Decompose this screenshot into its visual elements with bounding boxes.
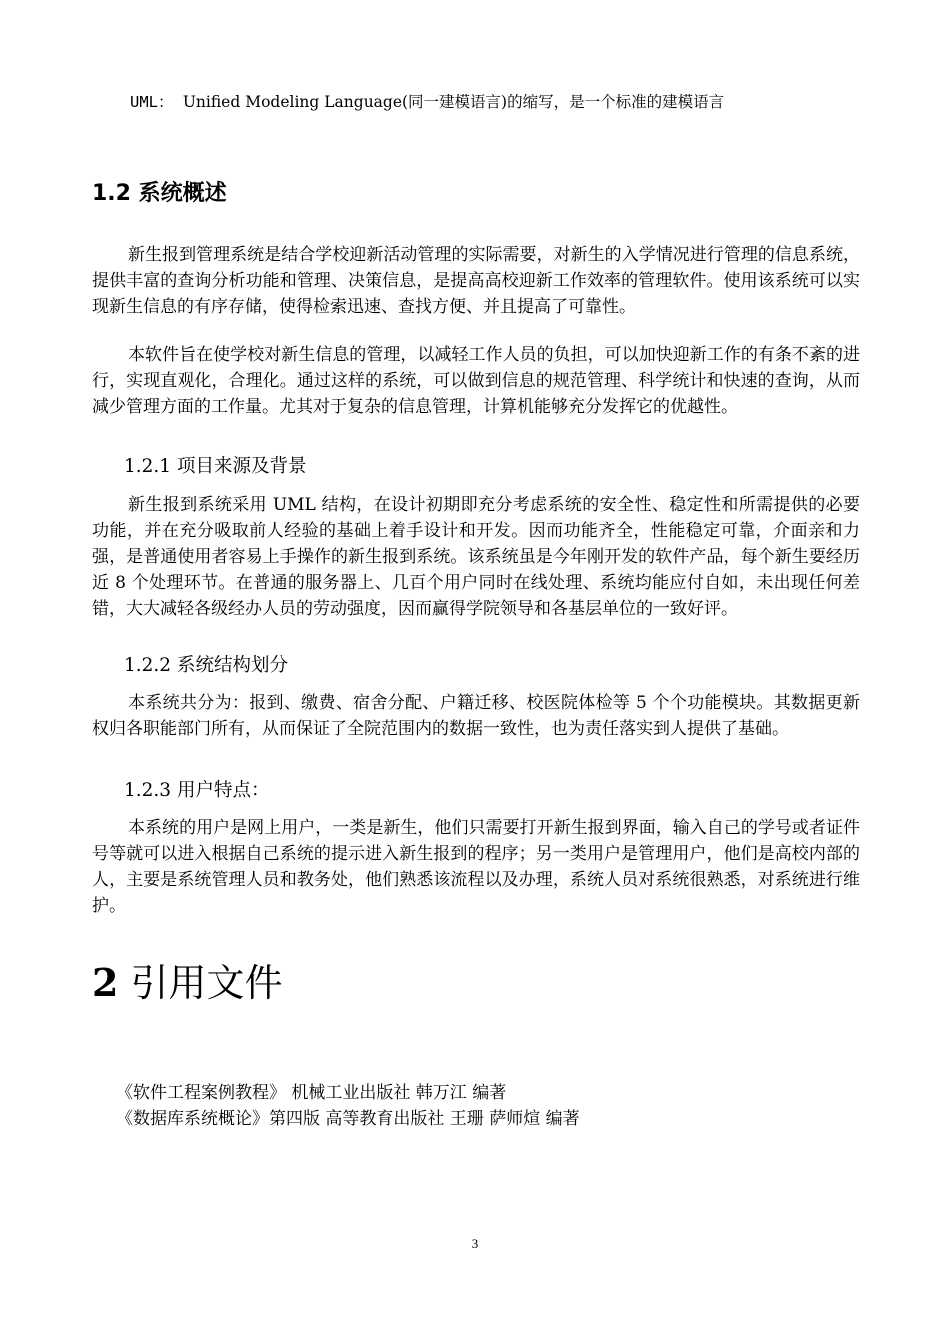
section-1-2-1-heading: 1.2.1 项目来源及背景 [124, 456, 307, 477]
uml-abbr: UML： [130, 93, 174, 111]
section-1-2-heading [92, 176, 227, 207]
section-2-number: 2 [92, 960, 119, 1005]
section-1-2-1-paragraph: 新生报到系统采用 UML 结构，在设计初期即充分考虑系统的安全性、稳定性和所需提供的必要功能，并在充分吸取前人经验的基础上着手设计和开发。因而功能齐全，性能稳定可靠，介面亲和力强，是普通使用者容易上手操作的新生报到系统。该系统虽是今年刚开发的软件产品，每个新生要经历近 8 个处理环节。在普通的服务器上、几百个用户同时在线处理、系统均能应付自如，未出现任何差错，大大减轻各级经办人员的劳动强度，因而赢得学院领导和各基层单位的一致好评。 [92, 495, 860, 619]
section-1-2-2-heading: 1.2.2 系统结构划分 [124, 655, 288, 676]
section-2-title: 引用文件 [130, 961, 283, 1005]
reference-item: 《数据库系统概论》第四版 高等教育出版社 王珊 萨师煊 编著 [116, 1109, 580, 1129]
page-number: 3 [471, 1236, 479, 1251]
section-1-2-paragraph-1: 新生报到管理系统是结合学校迎新活动管理的实际需要，对新生的入学情况进行管理的信息系统，提供丰富的查询分析功能和管理、决策信息，是提高高校迎新工作效率的管理软件。使用该系统可以实现新生信息的有序存储，使得检索迅速、查找方便、并且提高了可靠性。 [92, 245, 860, 317]
section-1-2-paragraph-2: 本软件旨在使学校对新生信息的管理，以减轻工作人员的负担，可以加快迎新工作的有条不紊的进行，实现直观化，合理化。通过这样的系统，可以做到信息的规范管理、科学统计和快速的查询，从而减少管理方面的工作量。尤其对于复杂的信息管理，计算机能够充分发挥它的优越性。 [92, 345, 860, 417]
section-1-2-3-paragraph: 本系统的用户是网上用户，一类是新生，他们只需要打开新生报到界面，输入自己的学号或者证件号等就可以进入根据自己系统的提示进入新生报到的程序；另一类用户是管理用户，他们是高校内部的人，主要是系统管理人员和教务处，他们熟悉该流程以及办理，系统人员对系统很熟悉，对系统进行维护。 [92, 818, 860, 916]
uml-definition [130, 90, 724, 112]
section-1-2-number: 1.2 [92, 181, 131, 206]
section-1-2-3-heading: 1.2.3 用户特点： [124, 780, 270, 801]
reference-item: 《软件工程案例教程》 机械工业出版社 韩万江 编著 [116, 1083, 507, 1103]
section-1-2-2-paragraph: 本系统共分为：报到、缴费、宿舍分配、户籍迁移、校医院体检等 5 个个功能模块。其数据更新权归各职能部门所有，从而保证了全院范围内的数据一致性，也为责任落实到人提供了基础。 [92, 693, 860, 739]
section-2-heading [92, 952, 283, 1007]
uml-full-name: Unified Modeling Language(同一建模语言)的缩写，是一个标准的建模语言 [182, 93, 725, 111]
section-1-2-title: 系统概述 [138, 181, 227, 206]
